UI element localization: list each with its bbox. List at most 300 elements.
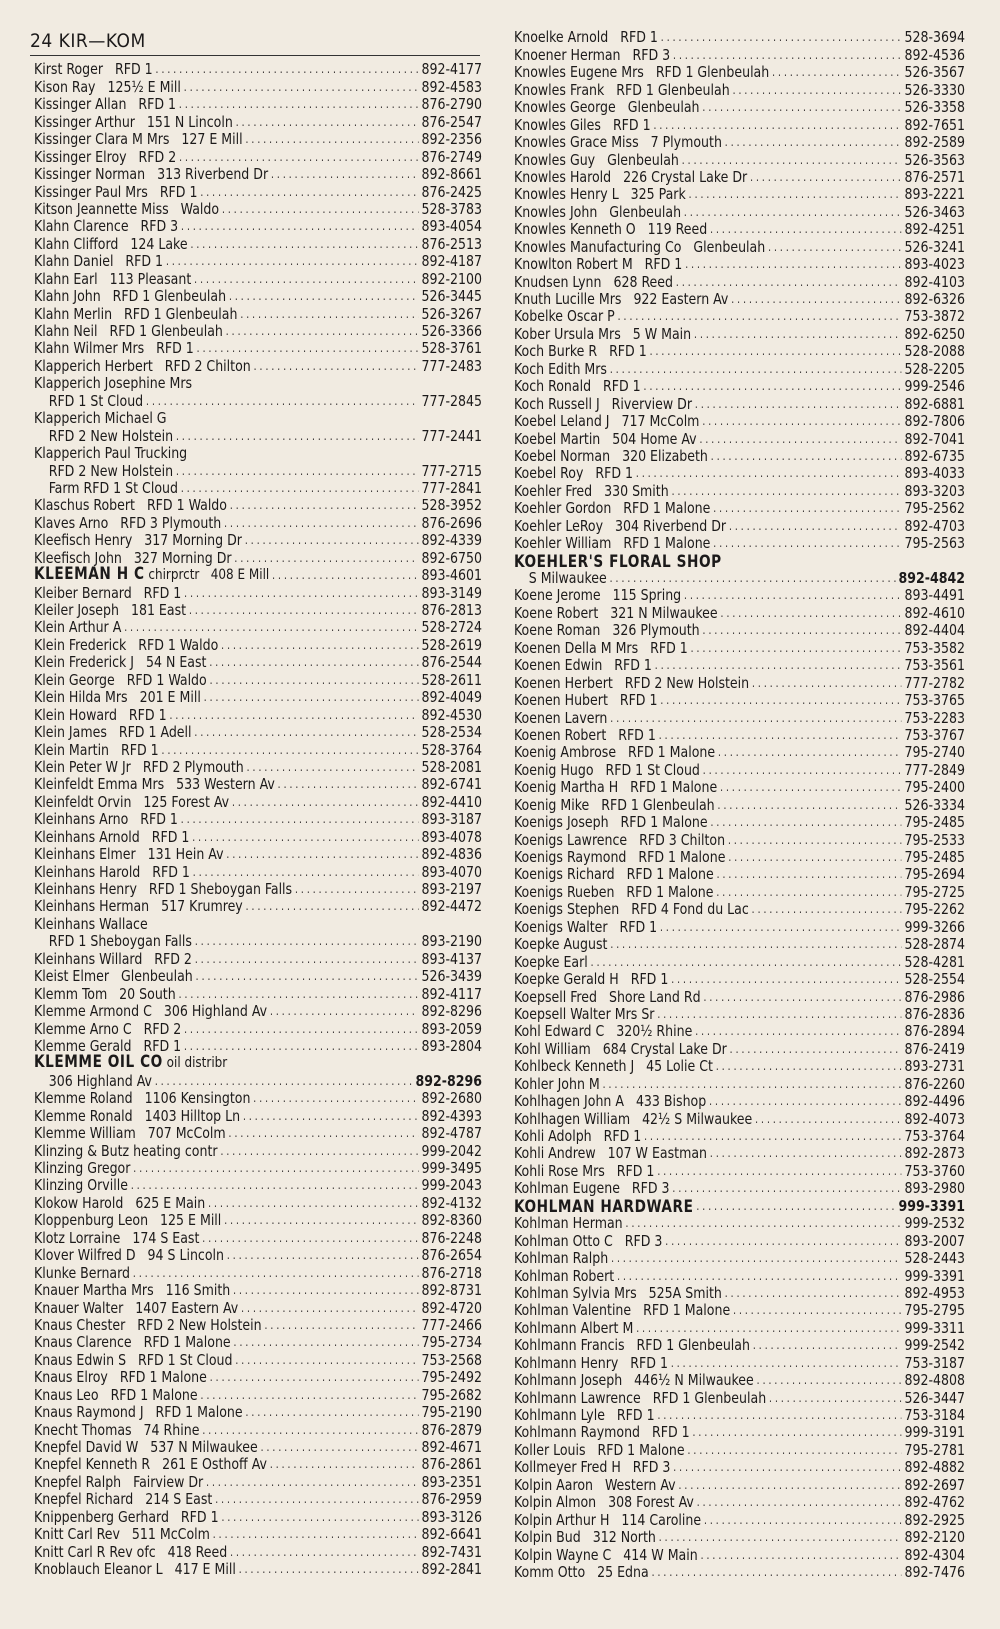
listing-name: Kolpin Aaron Western Av	[514, 1475, 676, 1494]
dot-leader	[696, 1198, 896, 1215]
listing-name: Koebel Leland J 717 McColm	[514, 412, 700, 431]
listing-entry	[514, 1459, 965, 1476]
dot-leader	[710, 814, 901, 831]
listing-phone: 892-4703	[904, 516, 966, 535]
listing-entry	[34, 1439, 482, 1456]
listing-entry	[34, 375, 482, 392]
listing-name: Kleefisch Henry 317 Morning Dr	[34, 531, 242, 550]
dot-leader	[699, 431, 901, 448]
listing-entry	[34, 497, 482, 514]
dot-leader	[689, 186, 902, 203]
listing-name: Kolpin Arthur H 114 Caroline	[514, 1510, 702, 1529]
listing-phone: 795-2694	[904, 865, 966, 884]
dot-leader	[655, 657, 902, 674]
listing-entry	[514, 1250, 965, 1267]
listing-name: Klahn Wilmer Mrs RFD 1	[34, 339, 194, 358]
listing-entry	[514, 1040, 965, 1057]
listing-entry	[34, 357, 482, 374]
dot-leader	[236, 114, 419, 131]
dot-leader	[755, 1111, 902, 1128]
listing-name: Kissinger Elroy RFD 2	[34, 147, 177, 166]
dot-leader	[246, 898, 419, 915]
listing-entry	[34, 741, 482, 758]
listing-phone: 528-2874	[904, 935, 966, 954]
listing-name: Kohlman Ralph	[514, 1249, 609, 1268]
dot-leader	[711, 448, 902, 465]
listing-name: S Milwaukee	[528, 569, 607, 587]
listing-phone: 999-2542	[904, 1336, 966, 1355]
listing-entry	[34, 968, 482, 985]
dot-leader	[227, 1247, 419, 1264]
dot-leader	[772, 64, 902, 81]
listing-phone: 876-2544	[421, 653, 483, 672]
dot-leader	[200, 184, 419, 201]
listing-name: Koenen Della M Mrs RFD 1	[514, 638, 688, 657]
listing-name: Kleist Elmer Glenbeulah	[34, 967, 193, 986]
listing-entry	[34, 1212, 482, 1229]
listing-entry	[514, 413, 965, 430]
listing-name: Knitt Carl Rev 511 McColm	[34, 1525, 210, 1544]
dot-leader	[769, 1390, 902, 1407]
listing-name: Kohlman Sylvia Mrs 525A Smith	[514, 1283, 722, 1302]
listing-phone: 528-2088	[904, 342, 966, 361]
listing-entry	[514, 622, 965, 639]
listing-phone: 892-2356	[421, 130, 483, 149]
dot-leader	[210, 1369, 419, 1386]
listing-name: Kissinger Allan RFD 1	[34, 95, 177, 114]
listing-phone: 526-3439	[421, 967, 483, 986]
listing-name: Knudsen Lynn 628 Reed	[514, 272, 674, 291]
listing-entry	[34, 427, 482, 444]
listing-name: Klein Frederick J 54 N East	[34, 653, 207, 672]
dot-leader	[124, 619, 419, 636]
dot-leader	[243, 1108, 419, 1125]
listing-entry	[514, 116, 965, 133]
listing-phone: 876-2879	[421, 1420, 483, 1439]
dot-leader	[245, 1404, 418, 1421]
listing-name: Klein George RFD 1 Waldo	[34, 670, 207, 689]
dot-leader	[732, 82, 901, 99]
listing-phone: 777-2441	[421, 426, 483, 445]
listing-entry	[514, 1128, 965, 1145]
listing-phone: 526-3330	[904, 80, 966, 99]
dot-leader	[695, 1023, 902, 1040]
dot-leader	[133, 1265, 419, 1282]
listing-entry	[514, 1075, 965, 1092]
listing-name: Koepke Earl	[514, 952, 588, 971]
listing-phone: 526-3366	[421, 322, 483, 340]
listing-entry	[514, 587, 965, 604]
listing-phone: 893-2731	[904, 1057, 966, 1076]
dot-leader	[671, 483, 901, 500]
listing-entry	[514, 692, 965, 709]
listing-name: Knowles Henry L 325 Park	[514, 185, 686, 204]
listing-name: Klahn Clifford 124 Lake	[34, 234, 188, 253]
listing-name: KLEEMAN H C chirprctr 408 E Mill	[34, 564, 270, 584]
dot-leader	[133, 1160, 419, 1177]
listing-name: Koenigs Stephen RFD 4 Fond du Lac	[514, 900, 749, 919]
listing-entry	[514, 936, 965, 953]
listing-phone: 892-8661	[421, 165, 483, 184]
dot-leader	[194, 271, 419, 288]
listing-phone: 893-4137	[421, 949, 483, 968]
listing-phone: 892-4583	[421, 77, 483, 96]
dot-leader	[753, 1337, 902, 1354]
dot-leader	[200, 1387, 418, 1404]
listing-name: Koch Russell J Riverview Dr	[514, 394, 693, 413]
listing-name: Knitt Carl R Rev ofc 418 Reed	[34, 1542, 228, 1561]
listing-entry	[34, 584, 482, 601]
listing-entry	[34, 1351, 482, 1368]
listing-entry	[34, 1125, 482, 1142]
listing-entry	[514, 1407, 965, 1424]
listing-entry	[514, 971, 965, 988]
listing-phone: 892-2841	[421, 1560, 483, 1579]
dot-leader	[210, 672, 419, 689]
listing-name: Koebel Martin 504 Home Av	[514, 429, 697, 448]
listing-entry	[34, 1052, 482, 1072]
listing-entry	[514, 1337, 965, 1354]
listing-name: Knowlton Robert M RFD 1	[514, 255, 683, 274]
listing-name: Kohlhagen William 42½ S Milwaukee	[514, 1109, 753, 1128]
listing-name: Knaus Raymond J RFD 1 Malone	[34, 1403, 243, 1422]
listing-name: Knowles Manufacturing Co Glenbeulah	[514, 237, 766, 256]
listing-name: Koenig Martha H RFD 1 Malone	[514, 778, 718, 797]
listing-name: Koene Robert 321 N Milwaukee	[514, 603, 718, 622]
listing-entry	[514, 1319, 965, 1336]
listing-name: Kohlmann Lyle RFD 1	[514, 1406, 655, 1424]
dot-leader	[208, 1195, 419, 1212]
dot-leader	[610, 936, 902, 953]
listing-name: Klemme Ronald 1403 Hilltop Ln	[34, 1106, 241, 1125]
listing-entry	[514, 517, 965, 534]
listing-entry	[34, 619, 482, 636]
listing-name: Klahn John RFD 1 Glenbeulah	[34, 287, 227, 306]
listing-phone: 892-4836	[421, 845, 483, 864]
dot-leader	[272, 567, 419, 584]
dot-leader	[729, 518, 902, 535]
listing-phone: 892-4103	[904, 272, 966, 291]
listing-name: RFD 2 New Holstein	[48, 461, 174, 480]
listing-entry	[514, 64, 965, 81]
dot-leader	[220, 1143, 418, 1160]
listing-name: Kohlmann Raymond RFD 1	[514, 1423, 690, 1442]
listing-phone: 777-2841	[421, 478, 483, 497]
listing-name: Koenigs Rueben RFD 1 Malone	[514, 882, 714, 901]
dot-leader	[247, 759, 419, 776]
listing-name: Koepke August	[514, 935, 608, 954]
listing-entry	[34, 323, 482, 340]
listing-name: Klapperich Michael G	[34, 409, 167, 428]
listing-phone: 892-4073	[904, 1109, 966, 1128]
listing-name: RFD 1 Sheboygan Falls	[48, 932, 192, 951]
listing-phone: 876-2419	[904, 1039, 966, 1058]
listing-description: oil distribr	[162, 1055, 228, 1072]
listing-name: Koehler William RFD 1 Malone	[514, 534, 711, 553]
listing-name: Koenen Robert RFD 1	[514, 725, 656, 744]
listing-name: Kissinger Norman 313 Riverbend Dr	[34, 165, 269, 184]
listing-name: Koenigs Richard RFD 1 Malone	[514, 865, 714, 884]
listing-phone: 893-4054	[421, 217, 483, 236]
dot-leader	[610, 710, 902, 727]
dot-leader	[226, 323, 419, 340]
listing-entry	[34, 1543, 482, 1560]
listing-phone: 892-6735	[904, 446, 966, 465]
dot-leader	[728, 849, 902, 866]
listing-phone: 753-3767	[904, 725, 966, 744]
listing-entry	[514, 395, 965, 412]
dot-leader	[752, 675, 902, 692]
listing-phone: 892-6641	[421, 1525, 483, 1544]
listing-entry	[34, 793, 482, 810]
listing-entry	[514, 169, 965, 186]
listing-phone: 893-2190	[421, 932, 483, 951]
dot-leader	[190, 236, 418, 253]
dot-leader	[230, 497, 419, 514]
listing-phone: 892-4762	[904, 1493, 966, 1512]
listing-phone: 893-4078	[421, 827, 483, 846]
listing-phone: 795-2795	[904, 1301, 966, 1320]
listing-phone: 892-4410	[421, 792, 483, 811]
dot-leader	[673, 47, 902, 64]
listing-name: KOHLMAN HARDWARE	[514, 1196, 694, 1216]
listing-phone: 893-3149	[421, 583, 483, 602]
listing-name: Klaschus Robert RFD 1 Waldo	[34, 496, 227, 515]
listing-phone: 795-2485	[904, 848, 966, 866]
listing-entry	[514, 1006, 965, 1023]
listing-phone: 892-4187	[421, 252, 483, 271]
listing-name: Kohl Edward C 320½ Rhine	[514, 1022, 693, 1041]
dot-leader	[657, 1006, 902, 1023]
listing-entry	[514, 1093, 965, 1110]
listing-entry	[514, 1285, 965, 1302]
dot-leader	[240, 306, 419, 323]
listing-phone: 999-2043	[421, 1176, 483, 1195]
listing-phone: 526-3267	[421, 304, 483, 323]
dot-leader	[687, 1442, 901, 1459]
listing-name: Kober Ursula Mrs 5 W Main	[514, 324, 692, 343]
dot-leader	[684, 587, 902, 604]
listing-phone: 893-4023	[904, 255, 966, 274]
dot-leader	[181, 811, 419, 828]
dot-leader	[752, 901, 902, 918]
listing-phone: 528-2619	[421, 635, 483, 654]
dot-leader	[254, 358, 419, 375]
listing-entry	[34, 1107, 482, 1124]
listing-name: Kohlmann Albert M	[514, 1318, 634, 1337]
listing-entry	[514, 1529, 965, 1546]
listing-phone: 876-2986	[904, 987, 966, 1006]
listing-entry	[34, 131, 482, 148]
listing-name: Koenen Herbert RFD 2 New Holstein	[514, 673, 750, 692]
listing-name: Knaus Elroy RFD 1 Malone	[34, 1368, 207, 1387]
listing-phone: 893-4033	[904, 464, 966, 483]
dot-leader	[239, 1561, 419, 1578]
listing-phone: 753-3187	[904, 1353, 966, 1372]
dot-leader	[264, 1317, 418, 1334]
listing-entry	[514, 308, 965, 325]
listing-phone: 526-3563	[904, 150, 966, 169]
dot-leader	[643, 378, 901, 395]
listing-entry	[34, 881, 482, 898]
listing-phone: 876-2513	[421, 234, 483, 253]
listing-entry	[514, 779, 965, 796]
listing-entry	[514, 1494, 965, 1511]
dot-leader	[233, 1282, 419, 1299]
dot-leader	[213, 1526, 419, 1543]
listing-entry	[514, 849, 965, 866]
listing-phone: 892-6881	[904, 394, 966, 413]
listing-name: Komm Otto 25 Edna	[514, 1562, 649, 1581]
listing-phone: 999-3495	[421, 1159, 483, 1177]
listing-name: Kloppenburg Leon 125 E Mill	[34, 1211, 222, 1230]
listing-name: Kleinhans Henry RFD 1 Sheboygan Falls	[34, 880, 293, 898]
listing-entry	[34, 915, 482, 932]
listing-name: Kirst Roger RFD 1	[34, 60, 153, 79]
dot-leader	[295, 881, 419, 898]
listing-name: Knowles Grace Miss 7 Plymouth	[514, 133, 722, 152]
listing-entry	[34, 1299, 482, 1316]
listing-phone: 999-3266	[904, 917, 966, 936]
dot-leader	[271, 166, 419, 183]
listing-phone: 999-2546	[904, 377, 966, 396]
listing-name: Kohlman Herman	[514, 1214, 623, 1233]
listing-name: Klemme Armond C 306 Highland Av	[34, 1002, 268, 1021]
listing-phone: 753-3760	[904, 1161, 966, 1180]
listing-name: Klinzing Orville	[34, 1176, 128, 1195]
dot-leader	[202, 1422, 419, 1439]
listing-name: Kolpin Almon 308 Forest Av	[514, 1493, 694, 1512]
dot-leader	[206, 1474, 419, 1491]
listing-name: KLEMME OIL CO oil distribr	[34, 1052, 228, 1072]
dot-leader	[179, 96, 419, 113]
listing-phone: 876-2894	[904, 1022, 966, 1041]
listing-phone: 893-2007	[904, 1231, 966, 1250]
listing-phone: 795-2725	[904, 882, 966, 901]
listing-name: Klemme William 707 McColm	[34, 1124, 226, 1143]
listing-phone: 893-2197	[421, 880, 483, 898]
listing-phone: 999-2532	[904, 1214, 966, 1233]
listing-phone: 526-3241	[904, 237, 966, 256]
dot-leader	[611, 1250, 902, 1267]
listing-description: chirprctr 408 E Mill	[144, 567, 270, 584]
listing-name: Koepsell Fred Shore Land Rd	[514, 987, 701, 1006]
listing-phone: 876-2718	[421, 1263, 483, 1282]
listing-phone: 528-2611	[421, 670, 483, 689]
listing-entry	[34, 1177, 482, 1194]
listing-name: Klein Peter W Jr RFD 2 Plymouth	[34, 757, 244, 776]
listing-name: Koene Jerome 115 Spring	[514, 586, 682, 605]
listing-phone: 999-3311	[904, 1318, 966, 1337]
listing-phone: 876-2260	[904, 1074, 966, 1093]
listing-name: Klotz Lorraine 174 S East	[34, 1228, 200, 1247]
listing-phone: 528-3761	[421, 339, 483, 358]
listing-name: Knauer Martha Mrs 116 Smith	[34, 1281, 231, 1300]
listing-phone: 777-2483	[421, 356, 483, 375]
listing-phone: 526-3567	[904, 63, 966, 82]
dot-leader	[750, 169, 902, 186]
dot-leader	[270, 1003, 419, 1020]
dot-leader	[636, 465, 902, 482]
listing-phone: 892-6326	[904, 290, 966, 308]
listing-entry	[514, 866, 965, 883]
dot-leader	[196, 968, 419, 985]
listing-phone: 893-4601	[421, 566, 483, 585]
dot-leader	[725, 1285, 902, 1302]
listing-name: Koenigs Joseph RFD 1 Malone	[514, 813, 708, 832]
listing-entry	[34, 392, 482, 409]
listing-phone: 795-2682	[421, 1385, 483, 1404]
listing-name: Knepfel Ralph Fairview Dr	[34, 1472, 204, 1491]
listing-phone: 795-2563	[904, 534, 966, 553]
listing-phone: 753-2283	[904, 708, 966, 727]
dot-leader	[717, 797, 901, 814]
listing-name: KOEHLER'S FLORAL SHOP	[514, 551, 722, 571]
listing-name: Kohli Rose Mrs RFD 1	[514, 1161, 655, 1180]
dot-leader	[661, 29, 902, 46]
listing-name: Koenigs Walter RFD 1	[514, 917, 658, 936]
listing-phone: 892-7041	[904, 429, 966, 448]
listing-entry	[514, 1354, 965, 1371]
dot-leader	[625, 1215, 901, 1232]
dot-leader	[193, 864, 419, 881]
listing-phone: 892-4177	[421, 60, 483, 79]
dot-leader	[718, 744, 902, 761]
listing-name: Klein Martin RFD 1	[34, 740, 159, 759]
listing-entry	[514, 1215, 965, 1232]
listing-name: Knauer Walter 1407 Eastern Av	[34, 1298, 239, 1317]
listing-entry	[514, 604, 965, 621]
listing-name: Kleinhans Herman 517 Krumrey	[34, 897, 243, 916]
dot-leader	[682, 152, 902, 169]
listing-name: Knowles George Glenbeulah	[514, 98, 700, 117]
listing-entry	[514, 465, 965, 482]
dot-leader	[176, 463, 419, 480]
listing-name: Kohlmann Lawrence RFD 1 Glenbeulah	[514, 1388, 767, 1407]
listing-name: Kohlmann Joseph 446½ N Milwaukee	[514, 1371, 754, 1390]
listing-name: Kleinhans Harold RFD 1	[34, 862, 190, 881]
dot-leader	[659, 727, 902, 744]
listing-entry	[34, 654, 482, 671]
listing-phone: 892-2100	[421, 269, 483, 288]
dot-leader	[209, 654, 419, 671]
dot-leader	[636, 1320, 902, 1337]
listing-name: Kison Ray 125½ E Mill	[34, 77, 181, 96]
listing-phone: 999-3391	[904, 1266, 966, 1285]
dot-leader	[197, 340, 419, 357]
listing-phone: 892-2589	[904, 133, 966, 152]
listing-phone: 892-4610	[904, 603, 966, 622]
dot-leader	[692, 1424, 901, 1441]
listing-phone: 892-6741	[421, 775, 483, 794]
listing-name: Kohler John M	[514, 1074, 600, 1093]
listing-entry	[514, 448, 965, 465]
listing-entry	[34, 218, 482, 235]
listing-entry	[34, 305, 482, 322]
listing-entry	[34, 148, 482, 165]
listing-name: Koenen Edwin RFD 1	[514, 656, 652, 675]
dot-leader	[702, 413, 902, 430]
dot-leader	[169, 707, 418, 724]
listing-name: Knoelke Arnold RFD 1	[514, 28, 658, 47]
listing-name: Kohlman Robert	[514, 1266, 615, 1285]
dot-leader	[226, 846, 418, 863]
listing-phone: 528-2443	[904, 1249, 966, 1268]
listing-name: Klahn Merlin RFD 1 Glenbeulah	[34, 304, 238, 323]
listing-phone: 892-8296	[415, 1071, 483, 1090]
listing-phone: 876-2571	[904, 167, 966, 186]
listing-name: Knepfel David W 537 N Milwaukee	[34, 1438, 258, 1456]
